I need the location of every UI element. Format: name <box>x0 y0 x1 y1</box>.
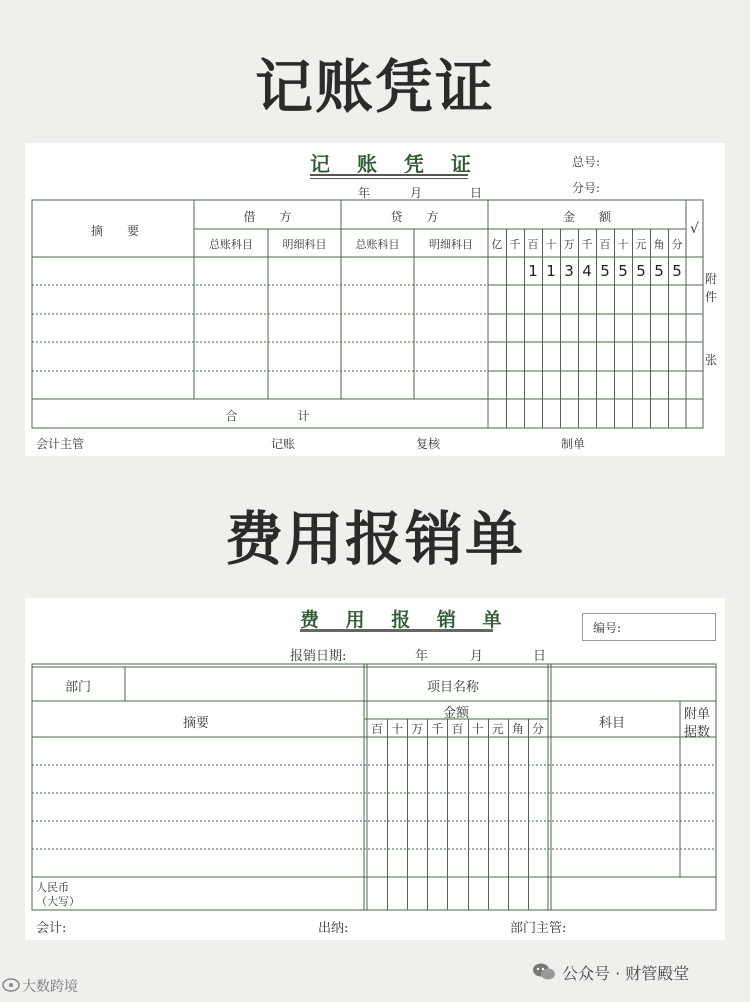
amount-digit: 5 <box>672 262 682 280</box>
date-month: 月 <box>410 186 423 200</box>
expense-date-year: 年 <box>415 649 429 664</box>
amount-unit-header: 万 <box>563 238 575 251</box>
attachment-char-2: 件 <box>705 290 718 304</box>
amount-digit: 5 <box>654 262 664 280</box>
attachment-char-1: 附 <box>705 272 718 286</box>
debit-detail-ledger: 明细科目 <box>282 238 327 251</box>
expense-date-month: 月 <box>470 649 484 664</box>
debit-header: 借 方 <box>243 210 292 224</box>
attachment-label-2: 据数 <box>684 725 711 740</box>
sig-bookkeeping: 记账 <box>271 437 296 451</box>
expense-heading: 费用报销单 <box>224 505 525 573</box>
sig-prepared-by: 制单 <box>561 437 586 451</box>
amount-unit-header: 百 <box>599 238 611 251</box>
amount-unit-header: 百 <box>527 238 539 251</box>
amount-unit-header: 十 <box>545 238 557 251</box>
check-header: √ <box>690 221 699 237</box>
sig-department-head: 部门主管: <box>510 921 567 936</box>
rmb-uppercase-label: （大写） <box>36 895 80 908</box>
expense-amount-unit-header: 十 <box>391 722 404 736</box>
expense-amount-unit-header: 万 <box>411 722 424 736</box>
voucher-form <box>25 143 725 456</box>
total-number-label: 总号: <box>572 155 601 169</box>
expense-amount-label: 金额 <box>443 706 470 721</box>
date-year: 年 <box>358 186 371 200</box>
amount-unit-header: 分 <box>671 238 683 251</box>
amount-digit: 5 <box>618 262 628 280</box>
sig-accounting-supervisor: 会计主管 <box>36 437 85 451</box>
expense-date-day: 日 <box>533 649 547 664</box>
attachment-char-3: 张 <box>705 353 718 367</box>
expense-summary-label: 摘要 <box>183 716 210 731</box>
sub-number-label: 分号: <box>572 181 601 195</box>
debit-general-ledger: 总账科目 <box>209 238 253 251</box>
expense-amount-unit-header: 百 <box>371 722 384 736</box>
attachment-label-1: 附单 <box>684 707 711 722</box>
amount-digit: 5 <box>600 262 610 280</box>
credit-detail-ledger: 明细科目 <box>429 238 473 251</box>
credit-header: 贷 方 <box>390 210 439 224</box>
amount-unit-header: 亿 <box>491 238 503 251</box>
expense-amount-unit-header: 千 <box>431 722 444 736</box>
amount-digit: 3 <box>564 262 574 280</box>
total-label: 合 计 <box>225 409 310 423</box>
expense-amount-unit-header: 角 <box>511 722 524 736</box>
left-watermark: 大数跨境 <box>22 979 78 995</box>
department-label: 部门 <box>65 680 92 695</box>
rmb-label: 人民币 <box>36 881 69 894</box>
amount-digit: 4 <box>582 262 592 280</box>
number-label: 编号: <box>593 621 622 635</box>
sig-accountant: 会计: <box>36 921 67 936</box>
date-day: 日 <box>470 186 483 200</box>
voucher-form-title: 记 账 凭 证 <box>310 152 481 176</box>
project-name-label: 项目名称 <box>427 680 480 695</box>
amount-unit-header: 十 <box>617 238 629 251</box>
amount-unit-header: 千 <box>509 238 521 251</box>
official-account-label: 公众号 · 财管殿堂 <box>562 964 690 983</box>
amount-digit: 1 <box>528 262 538 280</box>
amount-digit: 1 <box>546 262 556 280</box>
expense-form-title: 费 用 报 销 单 <box>300 609 512 631</box>
credit-general-ledger: 总账科目 <box>355 238 400 251</box>
amount-unit-header: 千 <box>581 238 593 251</box>
sig-review: 复核 <box>416 437 441 451</box>
subject-label: 科目 <box>599 716 626 731</box>
expense-amount-unit-header: 十 <box>471 722 484 736</box>
reimburse-date-label: 报销日期: <box>290 649 347 664</box>
sig-cashier: 出纳: <box>318 921 349 936</box>
amount-unit-header: 角 <box>653 238 665 251</box>
expense-amount-unit-header: 分 <box>531 722 544 736</box>
expense-form <box>25 598 725 940</box>
voucher-grid <box>25 143 725 456</box>
wechat-icon <box>532 962 556 982</box>
amount-header: 金 额 <box>562 210 611 224</box>
amount-digit: 5 <box>636 262 646 280</box>
amount-unit-header: 元 <box>635 238 647 251</box>
summary-header: 摘 要 <box>90 224 139 238</box>
expense-amount-unit-header: 百 <box>451 722 464 736</box>
expense-amount-unit-header: 元 <box>491 722 504 736</box>
voucher-heading: 记账凭证 <box>254 53 495 121</box>
logo-icon <box>2 977 20 991</box>
expense-grid <box>25 598 725 940</box>
